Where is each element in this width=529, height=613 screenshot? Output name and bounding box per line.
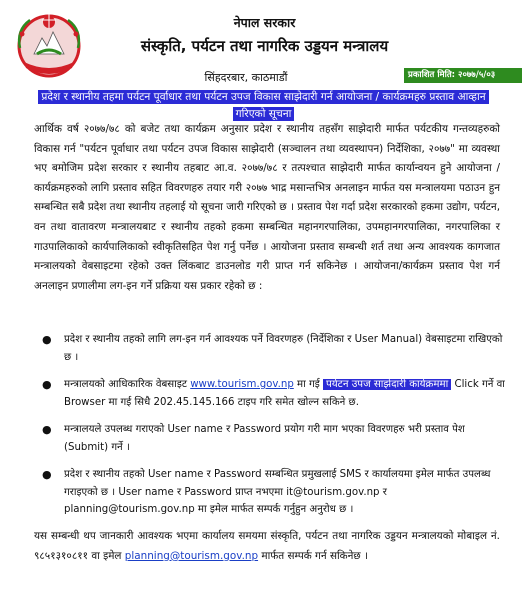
bullet-icon: ● xyxy=(42,423,52,436)
government-name: नेपाल सरकार xyxy=(233,15,296,30)
bullet-icon: ● xyxy=(42,468,52,481)
list-item xyxy=(34,331,506,366)
notice-title xyxy=(30,89,497,123)
list-item-text: मन्त्रालयको आधिकारिक वेबसाइट xyxy=(64,379,191,390)
ministry-name: संस्कृति, पर्यटन तथा नागरिक उड्डयन मन्त्रालय xyxy=(140,37,389,55)
bullet-icon: ● xyxy=(42,333,52,346)
contact-paragraph xyxy=(34,527,500,566)
login-steps-list xyxy=(34,331,506,529)
list-item-text: Click गर्ने वा Browser मा गई सिधै 202.45.145.166 टाइप गरि समेत खोल्न सकिने छ. xyxy=(64,379,505,408)
notice-title-text: प्रदेश र स्थानीय तहमा पर्यटन पूर्वाधार तथा पर्यटन उपज विकास साझेदारी गर्न आयोजना / कार्यक्रमहरु प्रस्ताव आव्हान गरिएको सूचना xyxy=(38,90,488,121)
body-paragraph: आर्थिक वर्ष २०७७/७८ को बजेट तथा कार्यक्रम अनुसार प्रदेश र स्थानीय तहसँग साझेदारी मार्फत पर्यटकीय गन्तव्यहरुको विकास गर्न "पर्यटन पूर्वाधार तथा पर्यटन उपज विकास साझेदारी (सञ्चालन तथा व्यवस्थापन) निर्देशिका, २०७७" मा व्यवस्था भए बमोजिम प्रदेश सरकार र स्थानीय तहबाट आ.व. २०७७/७८ र तत्पश्चात साझेदारी मार्फत कार्यान्वयन हुने आयोजना / कार्यक्रमहरुको लागि प्रस्ताव सहित विवरणहरु तयार गरी २०७७ भाद्र मसान्तभित्र अनलाइन मार्फत यस मन्त्रालयमा पठाउन हुन सम्बन्धित सबै प्रदेश तथा स्थानीय तहलाई यो सूचना जारी गरिएको छ । प्रस्ताव पेश गर्दा प्रदेश सरकारको हकमा उद्योग, पर्यटन, वन तथा वातावरण मन्त्रालयबाट र स्थानीय तहको हकमा सम्बन्धित महानगरपालिका, उपमहानगरपालिका, नगरपालिका र गाउपालिकाको कार्यपालिकाको स्वीकृतिसहित पेश गर्नु पर्नेछ । आयोजना प्रस्ताव सम्बन्धी शर्त तथा अन्य आवश्यक कागजात मन्त्रालयको वेबसाइटमा रहेको उक्त लिंकबाट डाउनलोड गरी प्राप्त गर्न सकिनेछ । आयोजना/कार्यक्रम प्रस्ताव पेश गर्न अनलाइन प्रणालीमा लग-इन गर्ने प्रक्रिया यस प्रकार रहेको छ : xyxy=(34,123,500,292)
contact-email-link[interactable]: planning@tourism.gov.np xyxy=(124,549,259,562)
list-item-text: प्रदेश र स्थानीय तहको User name र Password सम्बन्धित प्रमुखलाई SMS र कार्यालयमा इमेल मार्फत उपलब्ध गराइएको छ । User name र Password प्राप्त नभएमा it@tourism.gov.np र planning@tourism.gov.np मा इमेल मार्फत सम्पर्क गर्नुहुन अनुरोध छ । xyxy=(64,469,491,515)
list-item xyxy=(34,376,506,411)
list-item xyxy=(34,421,506,456)
contact-info xyxy=(34,527,500,566)
contact-text: मार्फत सम्पर्क गर्न सकिनेछ । xyxy=(258,549,368,562)
list-item-text: मा गई xyxy=(293,379,323,390)
contact-text: यस सम्बन्धी थप जानकारी आवश्यक भएमा कार्यालय समयमा संस्कृति, पर्यटन तथा नागरिक उड्डयन मन्त्रालयको मोबाइल नं. ९८५१३१०८११ वा इमेल xyxy=(34,530,500,562)
publish-date-badge: प्रकाशित मिति: २०७७/५/०३ xyxy=(404,68,522,83)
bullet-icon: ● xyxy=(42,378,52,391)
list-item-text: प्रदेश र स्थानीय तहको लागि लग-इन गर्न आवश्यक पर्ने विवरणहरु (निर्देशिका र User Manual) वेबसाइटमा राखिएको छ । xyxy=(64,334,503,363)
partnership-program-highlight[interactable]: पर्यटन उपज साझेदारी कार्यक्रममा xyxy=(323,379,451,390)
notice-body xyxy=(34,120,500,296)
list-item xyxy=(34,466,506,519)
tourism-website-link[interactable]: www.tourism.gov.np xyxy=(190,379,294,390)
list-item-text: मन्त्रालयले उपलब्ध गराएको User name र Password प्रयोग गरी माग भएका विवरणहरु भरी प्रस्ताव पेश (Submit) गर्ने । xyxy=(64,424,465,453)
office-address: सिंहदरबार, काठमाडौं xyxy=(204,71,288,84)
